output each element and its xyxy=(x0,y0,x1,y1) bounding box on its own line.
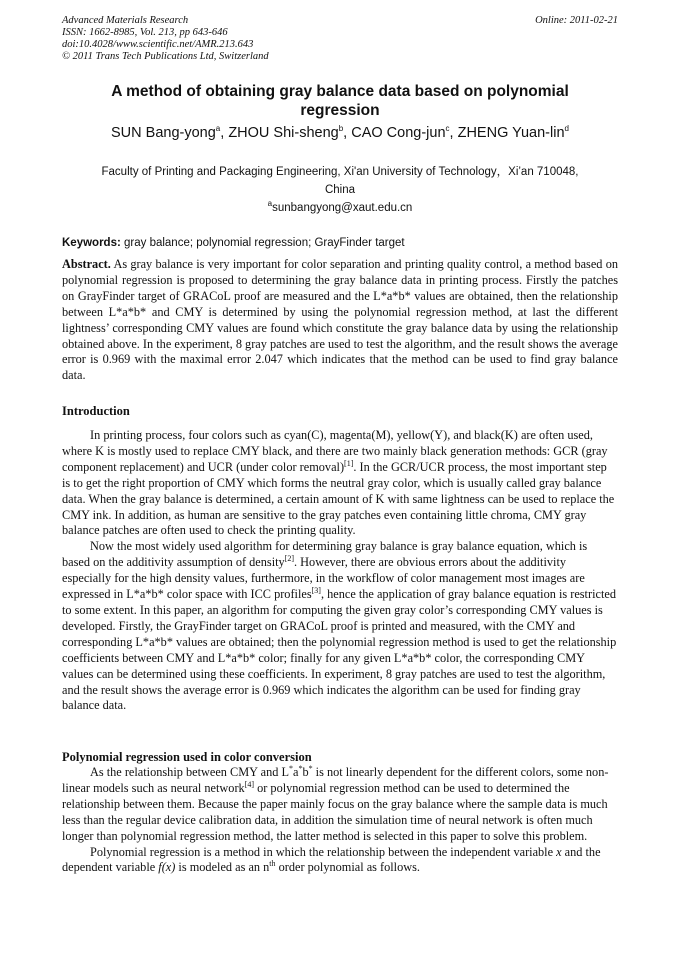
author-list: SUN Bang-yong$^a$, ZHOU Shi-sheng$^b$, CAO Cong-jun$^c$, ZHENG Yuan-lin$^d$ xyxy=(111,124,569,141)
superscript: * xyxy=(308,763,313,773)
section-heading-introduction: Introduction xyxy=(62,404,130,418)
author-name: ZHENG Yuan-lin xyxy=(457,125,565,141)
journal-name: Advanced Materials Research xyxy=(62,15,189,26)
email-affil-mark: a xyxy=(267,199,273,209)
affiliation xyxy=(70,163,610,199)
paragraph-text: In printing process, four colors such as cyan(C), magenta(M), yellow(Y), and black(K) are often used, where K is mostly used to replace CMY black, and there are two mainly black generation methods: GCR (gray component replacement) and UCR (under color removal) xyxy=(62,428,608,474)
abstract-text: As gray balance is very important for color separation and printing quality control, a method based on polynomial regression is proposed to determining the gray balance data in printing process. Firstly the patches on GrayFinder target of GRACoL proof are measured and the L*a*b* values are obtained, then the relationship between L*a*b* and CMY is determined by using the polynomial regression method, at last the different lightness’ corresponding CMY values are found which constitute the gray balance data by using the relationship obtained above. In the experiment, 8 gray patches are used to test the algorithm, and the result shows the average error is 0.969 with the maximal error 2.047 which indicates that the method can be used to find gray balance data. xyxy=(62,257,619,383)
paragraph xyxy=(62,428,618,539)
paragraph-text: . In the GCR/UCR process, the most important step is to get the right proportion of CMY which forms the neutral gray color, which is usually called gray balance data. When the gray balance is determined, a certain amount of K with same lightness can be used to replace the CMY ink. In addition, as human are sensitive to the gray patches even containing little chroma, CMY gray balance patches are often used to check the printing quality. xyxy=(62,459,615,538)
copyright-line: © 2011 Trans Tech Publications Ltd, Switzerland xyxy=(62,51,269,62)
section-heading-polynomial-regression: Polynomial regression used in color conversion xyxy=(62,750,312,764)
abstract xyxy=(62,257,618,384)
paragraph-text: Polynomial regression is a method in which the relationship between the independent variable xyxy=(90,844,557,859)
journal-header xyxy=(62,15,618,63)
citation-ref: [2] xyxy=(284,554,295,564)
variable-x: x xyxy=(556,844,562,859)
doi-line: doi:10.4028/www.scientific.net/AMR.213.643 xyxy=(62,39,254,50)
author-name: SUN Bang-yong xyxy=(111,125,216,141)
paragraph xyxy=(62,845,618,877)
polynomial-regression-body xyxy=(62,765,618,876)
paragraph-text: or polynomial regression method can be used to determined the relationship between them. Because the paper mainly focus on the gray balance where the sample data is much less than the regular device calibration data, in addition the simulation time of neural network is often much longer than polynomial regression method, the latter method is selected in this paper to solve this problem. xyxy=(62,780,608,843)
author-affil-mark: d xyxy=(564,124,569,134)
superscript: * xyxy=(298,763,303,773)
introduction-body xyxy=(62,428,618,714)
keywords-text: gray balance; polynomial regression; GrayFinder target xyxy=(124,237,405,249)
paragraph-text: is modeled as an n xyxy=(175,860,270,875)
paragraph-text: As the relationship between CMY and L xyxy=(90,765,289,779)
affiliation-line-2: China xyxy=(324,184,356,196)
paragraph-text: order polynomial as follows. xyxy=(275,860,420,875)
citation-ref: [4] xyxy=(244,779,255,789)
affiliation-line-1: Faculty of Printing and Packaging Engineering, Xi'an University of Technology，Xi’an 710048, xyxy=(101,166,579,178)
keywords xyxy=(62,236,618,251)
superscript: * xyxy=(288,763,293,773)
author-affil-mark: a xyxy=(215,124,221,134)
paragraph xyxy=(62,765,618,845)
paragraph-text: is not linearly dependent for the different colors, some non-linear models such as neural network xyxy=(62,765,609,795)
title-line-2: regression xyxy=(300,102,380,119)
issn-line: ISSN: 1662-8985, Vol. 213, pp 643-646 xyxy=(62,27,228,38)
function-fx: f(x) xyxy=(158,860,176,875)
title-line-1: A method of obtaining gray balance data based on polynomial xyxy=(111,83,569,100)
superscript: th xyxy=(269,859,276,869)
author-name: ZHOU Shi-sheng xyxy=(228,125,339,141)
author-affil-mark: c xyxy=(445,124,450,134)
paragraph-text: a xyxy=(292,765,299,779)
author-name: CAO Cong-jun xyxy=(351,125,446,141)
author-affil-mark: b xyxy=(338,124,344,134)
paragraph xyxy=(62,539,618,714)
email-address: sunbangyong@xaut.edu.cn xyxy=(272,202,413,214)
author-email xyxy=(62,201,618,216)
paragraph-text: . However, there are obvious errors about the additivity especially for the high density values, furthermore, in the workflow of color management most images are expressed in L*a*b* color space with ICC profiles xyxy=(62,555,585,602)
paragraph-text: and the dependent variable xyxy=(62,844,601,875)
online-date: Online: 2011-02-21 xyxy=(535,15,618,26)
paper-title xyxy=(62,82,618,120)
paragraph-text: , hence the application of gray balance equation is restricted to some extent. In this paper, an algorithm for computing the given gray color’s corresponding CMY values is developed. Firstly, the GrayFinder target on GRACoL proof is printed and measured, with the CMY and corresponding L*a*b* values are obtained; then the polynomial regression method is used to get the relationship coefficients between CMY and L*a*b* color; finally for any given L*a*b* color, the corresponding CMY values can be determined using these coefficients. In experiment, 8 gray patches are used to test the algorithm, and the result shows the average error is 0.969 which indicates the algorithm can be used for finding gray balance data. xyxy=(62,587,617,713)
keywords-label: Keywords: xyxy=(62,237,121,249)
citation-ref: [3] xyxy=(311,585,321,595)
abstract-label: Abstract. xyxy=(62,257,111,271)
paragraph-text: b xyxy=(302,765,309,779)
citation-ref: [1] xyxy=(344,458,354,468)
paragraph-text: Now the most widely used algorithm for determining gray balance is gray balance equation, which is based on the additivity assumption of density xyxy=(62,539,588,570)
